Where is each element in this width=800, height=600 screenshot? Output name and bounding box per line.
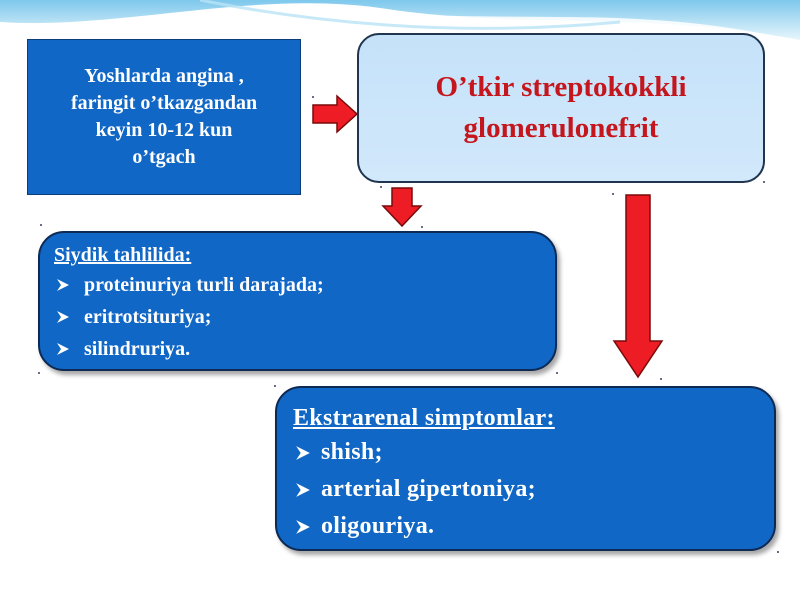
list-item (293, 434, 758, 471)
list-item (54, 301, 541, 333)
cause-line: faringit o’tkazgandan (70, 92, 258, 114)
diagnosis-text (435, 67, 686, 149)
decor-dot (763, 181, 765, 183)
decor-dot (274, 385, 276, 387)
decor-dot (40, 224, 42, 226)
arrow-right-icon (311, 94, 359, 134)
arrowhead-bullet-icon (56, 278, 70, 292)
diagnosis-line: O’tkir streptokokkli (435, 71, 687, 103)
list-item-text: silindruriya. (84, 338, 191, 360)
diagnosis-box (357, 33, 765, 183)
urine-analysis-list (54, 269, 541, 365)
cause-line: o’tgach (132, 146, 196, 168)
decor-dot (777, 551, 779, 553)
list-item-text: oligouriya. (321, 513, 435, 539)
cause-text (71, 63, 257, 171)
arrowhead-bullet-icon (295, 482, 311, 498)
extrarenal-list (293, 434, 758, 545)
urine-analysis-heading: Siydik tahlilida: (54, 244, 192, 266)
extrarenal-heading: Ekstrarenal simptomlar: (293, 405, 555, 431)
cause-line: keyin 10-12 kun (95, 119, 233, 141)
list-item (293, 508, 758, 545)
diagnosis-line: glomerulonefrit (463, 112, 659, 144)
extrarenal-symptoms-box (275, 386, 776, 551)
arrowhead-bullet-icon (295, 445, 311, 461)
arrowhead-bullet-icon (295, 519, 311, 535)
list-item (54, 333, 541, 365)
urine-analysis-box (38, 231, 557, 371)
list-item-text: shish; (321, 439, 383, 465)
cause-line: Yoshlarda angina , (84, 65, 244, 87)
arrowhead-bullet-icon (56, 310, 70, 324)
arrow-down-long-icon (612, 193, 664, 379)
decor-dot (556, 372, 558, 374)
list-item-text: eritrotsituriya; (84, 306, 212, 328)
list-item (54, 269, 541, 301)
decor-dot (38, 372, 40, 374)
list-item (293, 471, 758, 508)
arrowhead-bullet-icon (56, 342, 70, 356)
cause-box (27, 39, 301, 195)
list-item-text: arterial gipertoniya; (321, 476, 536, 502)
arrow-down-icon (381, 186, 423, 228)
list-item-text: proteinuriya turli darajada; (84, 274, 324, 296)
